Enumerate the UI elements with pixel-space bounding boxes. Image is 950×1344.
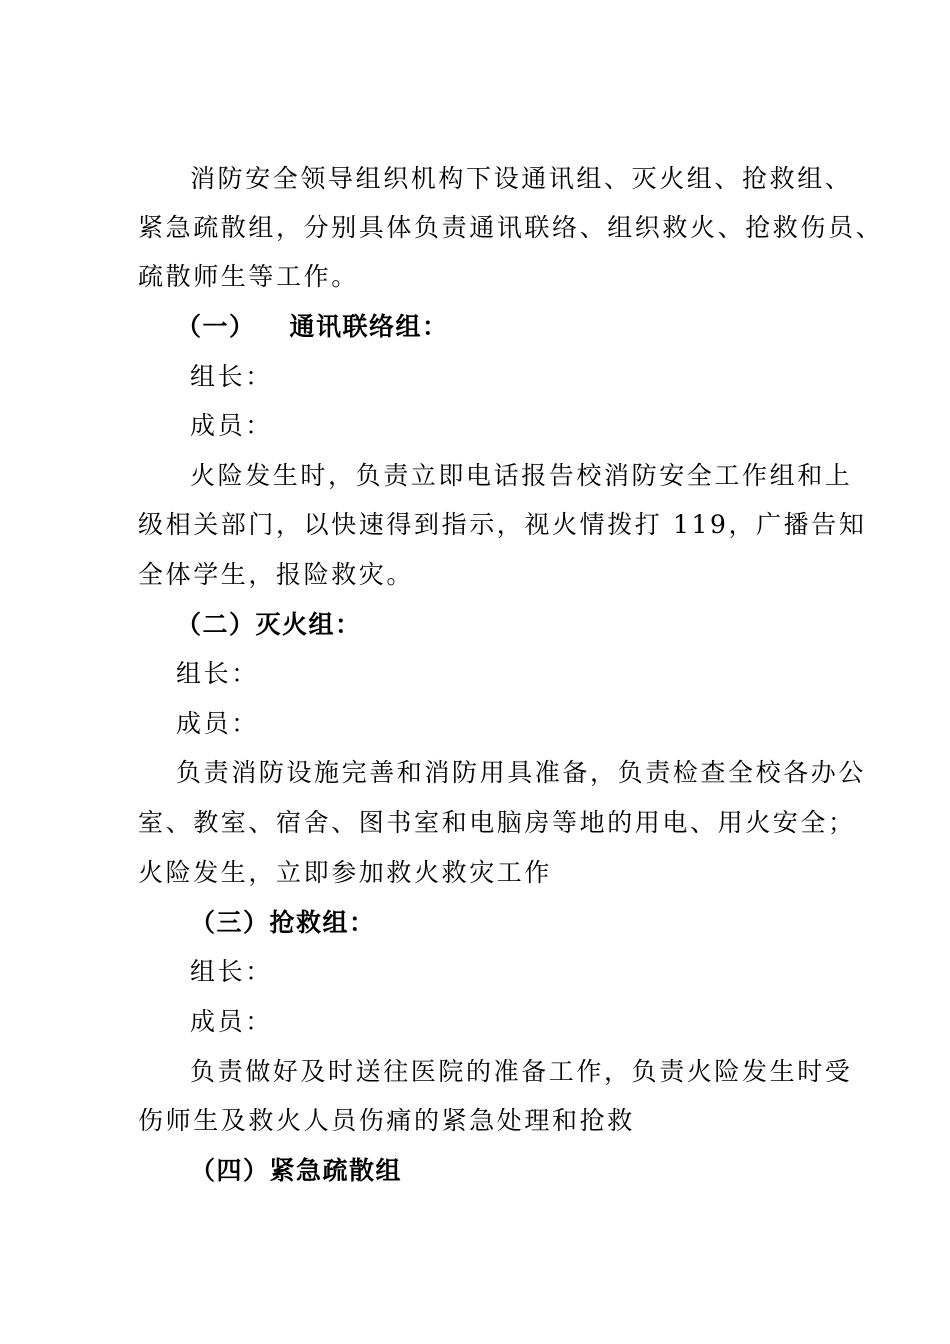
section-1-duty-line-3: 全体学生，报险救灾。 [138,560,415,589]
section-2-heading: （二）灭火组： [176,610,362,639]
intro-line-1: 消防安全领导组织机构下设通讯组、灭火组、抢救组、 [190,164,853,193]
section-2-members-label: 成员： [176,709,259,738]
section-3-duty-line-2: 伤师生及救火人员伤痛的紧急处理和抢救 [138,1106,635,1135]
section-1-leader-label: 组长： [190,362,273,391]
section-1-number: （一） [176,312,256,341]
intro-line-3: 疏散师生等工作。 [138,262,359,291]
intro-line-2: 紧急疏散组，分别具体负责通讯联络、组织救火、抢救伤员、 [138,213,884,242]
section-3-members-label: 成员： [190,1007,273,1036]
section-2-duty-line-2: 室、教室、宿舍、图书室和电脑房等地的用电、用火安全； [138,808,856,837]
section-2-leader-label: 组长： [176,659,259,688]
section-1-members-label: 成员： [190,411,273,440]
section-3-heading: （三）抢救组： [190,908,376,937]
section-1-heading [176,310,449,344]
section-1-duty-line-2: 级相关部门，以快速得到指示，视火情拨打 119，广播告知 [138,510,867,539]
section-2-duty-line-3: 火险发生，立即参加救火救灾工作 [138,858,553,887]
section-1-duty-line-1: 火险发生时，负责立即电话报告校消防安全工作组和上 [190,461,853,490]
section-4-heading: （四）紧急疏散组 [190,1156,403,1185]
section-2-duty-line-1: 负责消防设施完善和消防用具准备，负责检查全校各办公 [176,758,867,787]
section-3-duty-line-1: 负责做好及时送往医院的准备工作，负责火险发生时受 [190,1057,853,1086]
section-1-title: 通讯联络组： [289,312,449,341]
section-3-leader-label: 组长： [190,957,273,986]
